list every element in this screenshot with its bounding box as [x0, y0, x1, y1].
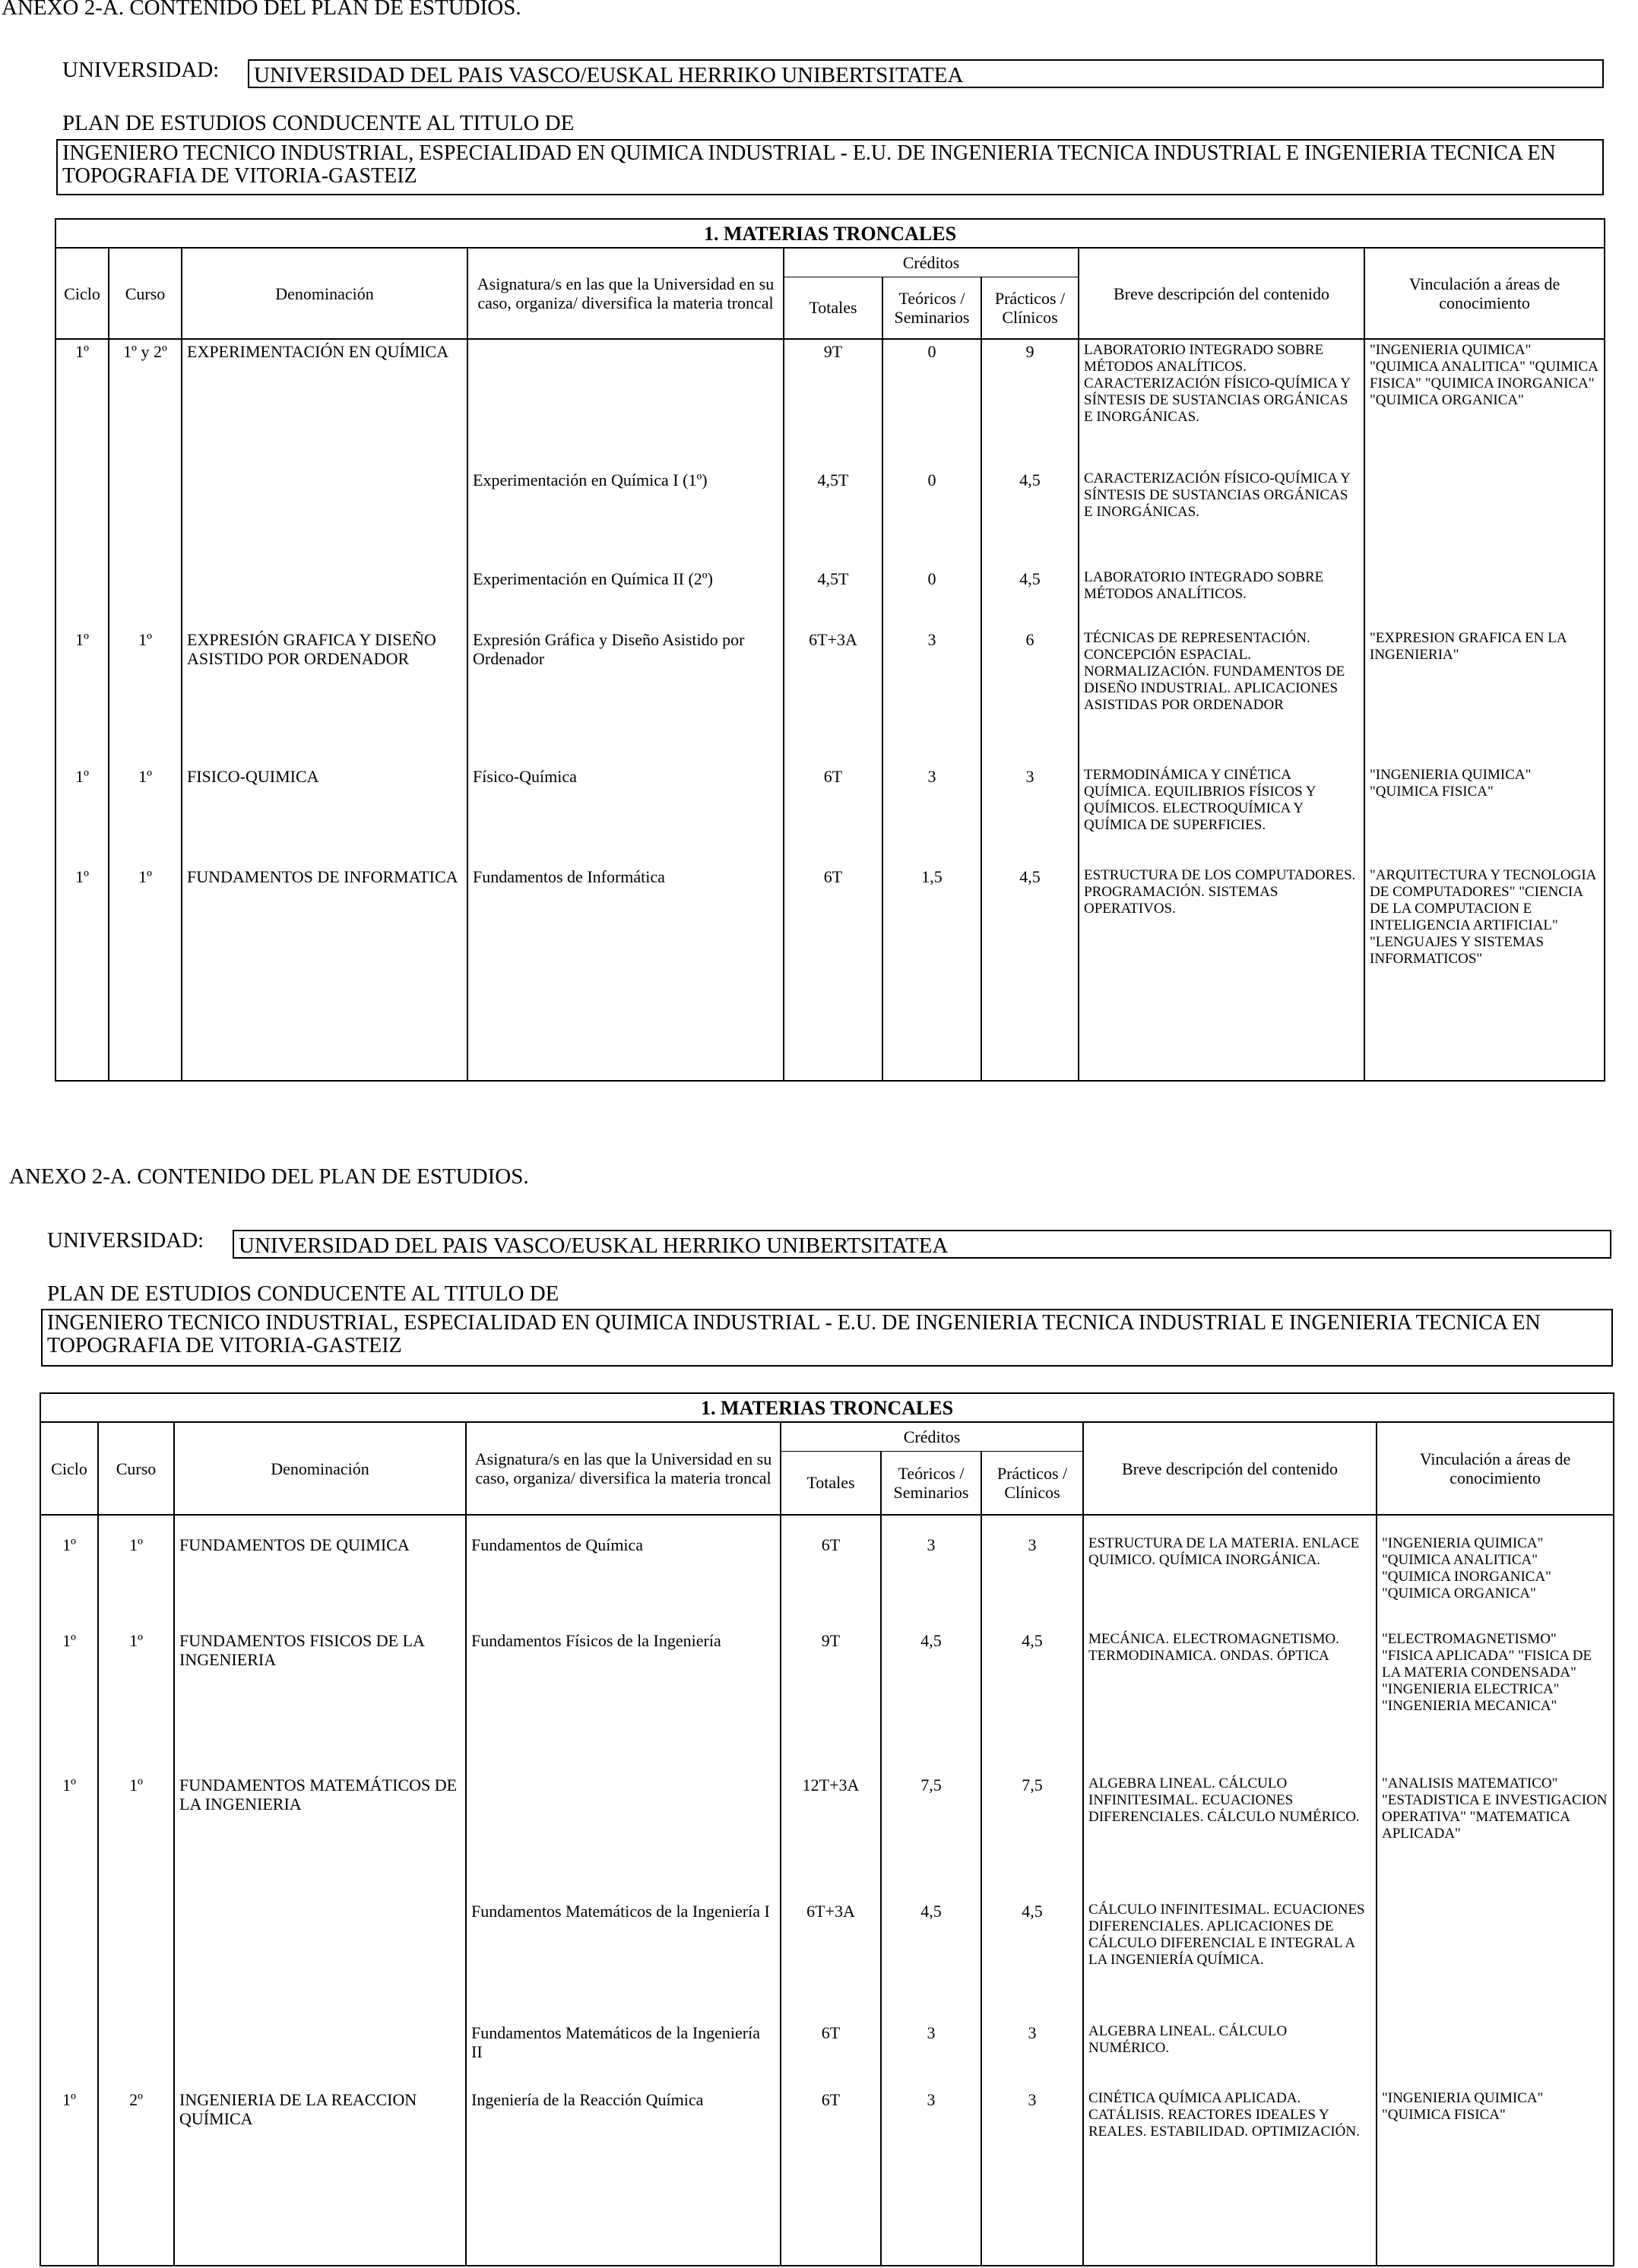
cell-descripcion: ESTRUCTURA DE LOS COMPUTADORES. PROGRAMACIÓN. SISTEMAS OPERATIVOS.: [1079, 865, 1364, 1081]
cell-denominacion: [174, 1899, 466, 2021]
cell-practicos: 4,5: [981, 1629, 1083, 1773]
cell-teoricos: 3: [881, 1515, 981, 1629]
cell-practicos: 3: [981, 2088, 1083, 2266]
cell-asignatura: Fundamentos Físicos de la Ingeniería: [466, 1629, 781, 1773]
cell-curso: 1º: [98, 1773, 174, 1899]
table-row: [55, 468, 1605, 567]
header-creditos: Créditos: [784, 248, 1079, 277]
cell-totales: 6T: [784, 865, 882, 1081]
cell-teoricos: 3: [881, 2088, 981, 2266]
header-denominacion: Denominación: [182, 248, 467, 339]
cell-denominacion: [182, 567, 467, 628]
table-row: [55, 339, 1605, 468]
cell-practicos: 3: [981, 765, 1079, 865]
cell-vinculacion: "ARQUITECTURA Y TECNOLOGIA DE COMPUTADORES" "CIENCIA DE LA COMPUTACION E INTELIGENCIA ARTIFICIAL" "LENGUAJES Y SISTEMAS INFORMATICOS": [1364, 865, 1605, 1081]
cell-ciclo: [40, 1899, 98, 2021]
cell-practicos: 3: [981, 2021, 1083, 2088]
cell-asignatura: Fundamentos de Química: [466, 1515, 781, 1629]
cell-vinculacion: [1377, 2021, 1614, 2088]
header-practicos: Prácticos / Clínicos: [981, 277, 1079, 339]
cell-denominacion: FUNDAMENTOS FISICOS DE LA INGENIERIA: [174, 1629, 466, 1773]
cell-descripcion: ALGEBRA LINEAL. CÁLCULO INFINITESIMAL. ECUACIONES DIFERENCIALES. CÁLCULO NUMÉRICO.: [1083, 1773, 1377, 1899]
university-field: UNIVERSIDAD DEL PAIS VASCO/EUSKAL HERRIKO UNIBERTSITATEA: [233, 1230, 1611, 1259]
plan-title-field: INGENIERO TECNICO INDUSTRIAL, ESPECIALIDAD EN QUIMICA INDUSTRIAL - E.U. DE INGENIERIA TECNICA INDUSTRIAL E INGENIERIA TECNICA EN TOPOGRAFIA DE VITORIA-GASTEIZ: [56, 139, 1604, 195]
cell-totales: 6T: [781, 2021, 881, 2088]
table-title: 1. MATERIAS TRONCALES: [40, 1393, 1614, 1422]
university-label: UNIVERSIDAD:: [47, 1228, 204, 1253]
cell-totales: 6T: [781, 2088, 881, 2266]
table-row: [40, 1629, 1614, 1773]
cell-teoricos: 4,5: [881, 1629, 981, 1773]
cell-teoricos: 0: [882, 339, 981, 468]
cell-practicos: 7,5: [981, 1773, 1083, 1899]
cell-curso: 1º: [98, 1629, 174, 1773]
table-row: [40, 2021, 1614, 2088]
cell-ciclo: 1º: [40, 1773, 98, 1899]
cell-practicos: 4,5: [981, 567, 1079, 628]
cell-denominacion: [174, 2021, 466, 2088]
cell-descripcion: MECÁNICA. ELECTROMAGNETISMO. TERMODINAMICA. ONDAS. ÓPTICA: [1083, 1629, 1377, 1773]
cell-curso: 1º: [98, 1515, 174, 1629]
plan-label: PLAN DE ESTUDIOS CONDUCENTE AL TITULO DE: [47, 1281, 559, 1306]
cell-asignatura: Fundamentos Matemáticos de la Ingeniería II: [466, 2021, 781, 2088]
cell-vinculacion: "EXPRESION GRAFICA EN LA INGENIERIA": [1364, 628, 1605, 765]
cell-totales: 6T+3A: [781, 1899, 881, 2021]
cell-curso: 1º: [109, 765, 182, 865]
cell-descripcion: ESTRUCTURA DE LA MATERIA. ENLACE QUIMICO. QUÍMICA INORGÁNICA.: [1083, 1515, 1377, 1629]
cell-practicos: 6: [981, 628, 1079, 765]
cell-ciclo: 1º: [55, 765, 109, 865]
cell-curso: 1º: [109, 865, 182, 1081]
cell-asignatura: Fundamentos de Informática: [467, 865, 784, 1081]
cell-descripcion: TERMODINÁMICA Y CINÉTICA QUÍMICA. EQUILIBRIOS FÍSICOS Y QUÍMICOS. ELECTROQUÍMICA Y QUÍMICA DE SUPERFICIES.: [1079, 765, 1364, 865]
cell-totales: 9T: [784, 339, 882, 468]
header-teoricos: Teóricos / Seminarios: [881, 1451, 981, 1515]
header-ciclo: Ciclo: [55, 248, 109, 339]
cell-asignatura: [466, 1773, 781, 1899]
cell-vinculacion: "INGENIERIA QUIMICA" "QUIMICA FISICA": [1377, 2088, 1614, 2266]
cell-teoricos: 3: [881, 2021, 981, 2088]
plan-title-field: INGENIERO TECNICO INDUSTRIAL, ESPECIALIDAD EN QUIMICA INDUSTRIAL - E.U. DE INGENIERIA TECNICA INDUSTRIAL E INGENIERIA TECNICA EN TOPOGRAFIA DE VITORIA-GASTEIZ: [41, 1309, 1613, 1367]
cell-descripcion: LABORATORIO INTEGRADO SOBRE MÉTODOS ANALÍTICOS.: [1079, 567, 1364, 628]
university-field: UNIVERSIDAD DEL PAIS VASCO/EUSKAL HERRIKO UNIBERTSITATEA: [248, 59, 1604, 88]
header-creditos: Créditos: [781, 1422, 1083, 1451]
troncales-table: [55, 218, 1605, 1082]
cell-descripcion: LABORATORIO INTEGRADO SOBRE MÉTODOS ANALÍTICOS. CARACTERIZACIÓN FÍSICO-QUÍMICA Y SÍNTESIS DE SUSTANCIAS ORGÁNICAS E INORGÁNICAS.: [1079, 339, 1364, 468]
table-row: [55, 765, 1605, 865]
header-curso: Curso: [109, 248, 182, 339]
annex-heading: ANEXO 2-A. CONTENIDO DEL PLAN DE ESTUDIOS.: [2, 0, 521, 20]
cell-ciclo: 1º: [40, 2088, 98, 2266]
cell-denominacion: FUNDAMENTOS DE QUIMICA: [174, 1515, 466, 1629]
cell-asignatura: Ingeniería de la Reacción Química: [466, 2088, 781, 2266]
header-curso: Curso: [98, 1422, 174, 1515]
cell-denominacion: EXPRESIÓN GRAFICA Y DISEÑO ASISTIDO POR ORDENADOR: [182, 628, 467, 765]
header-ciclo: Ciclo: [40, 1422, 98, 1515]
cell-curso: 1º: [109, 628, 182, 765]
cell-curso: [109, 468, 182, 567]
cell-practicos: 4,5: [981, 1899, 1083, 2021]
cell-totales: 12T+3A: [781, 1773, 881, 1899]
university-label: UNIVERSIDAD:: [62, 58, 220, 82]
cell-denominacion: [182, 468, 467, 567]
header-vinculacion: Vinculación a áreas de conocimiento: [1377, 1422, 1614, 1515]
cell-totales: 6T: [784, 765, 882, 865]
cell-curso: 1º y 2º: [109, 339, 182, 468]
cell-teoricos: 0: [882, 567, 981, 628]
header-teoricos: Teóricos / Seminarios: [882, 277, 981, 339]
cell-vinculacion: "INGENIERIA QUIMICA" "QUIMICA ANALITICA" "QUIMICA FISICA" "QUIMICA INORGANICA" "QUIMICA ORGANICA": [1364, 339, 1605, 468]
cell-ciclo: [40, 2021, 98, 2088]
table-row: [55, 567, 1605, 628]
table-row: [40, 1515, 1614, 1629]
header-asignatura: Asignatura/s en las que la Universidad en su caso, organiza/ diversifica la materia troncal: [466, 1422, 781, 1515]
cell-teoricos: 4,5: [881, 1899, 981, 2021]
cell-ciclo: 1º: [40, 1629, 98, 1773]
table-title: 1. MATERIAS TRONCALES: [55, 219, 1605, 248]
cell-vinculacion: "ELECTROMAGNETISMO" "FISICA APLICADA" "FISICA DE LA MATERIA CONDENSADA" "INGENIERIA ELECTRICA" "INGENIERIA MECANICA": [1377, 1629, 1614, 1773]
cell-vinculacion: "INGENIERIA QUIMICA" "QUIMICA ANALITICA" "QUIMICA INORGANICA" "QUIMICA ORGANICA": [1377, 1515, 1614, 1629]
cell-teoricos: 7,5: [881, 1773, 981, 1899]
cell-asignatura: Físico-Química: [467, 765, 784, 865]
cell-descripcion: CÁLCULO INFINITESIMAL. ECUACIONES DIFERENCIALES. APLICACIONES DE CÁLCULO DIFERENCIAL E INTEGRAL A LA INGENIERÍA QUÍMICA.: [1083, 1899, 1377, 2021]
cell-curso: 2º: [98, 2088, 174, 2266]
cell-asignatura: Expresión Gráfica y Diseño Asistido por Ordenador: [467, 628, 784, 765]
cell-denominacion: FUNDAMENTOS MATEMÁTICOS DE LA INGENIERIA: [174, 1773, 466, 1899]
cell-denominacion: FUNDAMENTOS DE INFORMATICA: [182, 865, 467, 1081]
header-asignatura: Asignatura/s en las que la Universidad en su caso, organiza/ diversifica la materia troncal: [467, 248, 784, 339]
header-totales: Totales: [781, 1451, 881, 1515]
cell-ciclo: 1º: [55, 865, 109, 1081]
header-denominacion: Denominación: [174, 1422, 466, 1515]
table-row: [40, 2088, 1614, 2266]
cell-denominacion: INGENIERIA DE LA REACCION QUÍMICA: [174, 2088, 466, 2266]
cell-asignatura: Experimentación en Química I (1º): [467, 468, 784, 567]
cell-asignatura: [467, 339, 784, 468]
table-row: [40, 1773, 1614, 1899]
header-descripcion: Breve descripción del contenido: [1083, 1422, 1377, 1515]
cell-totales: 6T+3A: [784, 628, 882, 765]
cell-totales: 4,5T: [784, 468, 882, 567]
cell-denominacion: EXPERIMENTACIÓN EN QUÍMICA: [182, 339, 467, 468]
cell-teoricos: 3: [882, 628, 981, 765]
cell-ciclo: [55, 468, 109, 567]
cell-descripcion: TÉCNICAS DE REPRESENTACIÓN. CONCEPCIÓN ESPACIAL. NORMALIZACIÓN. FUNDAMENTOS DE DISEÑO INDUSTRIAL. APLICACIONES ASISTIDAS POR ORDENADOR: [1079, 628, 1364, 765]
cell-ciclo: 1º: [55, 339, 109, 468]
table-row: [55, 865, 1605, 1081]
cell-curso: [98, 1899, 174, 2021]
cell-vinculacion: [1364, 468, 1605, 567]
cell-ciclo: 1º: [55, 628, 109, 765]
cell-denominacion: FISICO-QUIMICA: [182, 765, 467, 865]
cell-practicos: 4,5: [981, 468, 1079, 567]
cell-teoricos: 1,5: [882, 865, 981, 1081]
plan-label: PLAN DE ESTUDIOS CONDUCENTE AL TITULO DE: [62, 111, 575, 135]
cell-descripcion: CARACTERIZACIÓN FÍSICO-QUÍMICA Y SÍNTESIS DE SUSTANCIAS ORGÁNICAS E INORGÁNICAS.: [1079, 468, 1364, 567]
cell-vinculacion: "ANALISIS MATEMATICO" "ESTADISTICA E INVESTIGACION OPERATIVA" "MATEMATICA APLICADA": [1377, 1773, 1614, 1899]
cell-practicos: 9: [981, 339, 1079, 468]
cell-teoricos: 3: [882, 765, 981, 865]
cell-ciclo: [55, 567, 109, 628]
header-totales: Totales: [784, 277, 882, 339]
cell-totales: 9T: [781, 1629, 881, 1773]
table-row: [55, 628, 1605, 765]
cell-vinculacion: [1364, 567, 1605, 628]
header-practicos: Prácticos / Clínicos: [981, 1451, 1083, 1515]
troncales-table: [40, 1392, 1614, 2266]
header-vinculacion: Vinculación a áreas de conocimiento: [1364, 248, 1605, 339]
cell-practicos: 4,5: [981, 865, 1079, 1081]
annex-heading: ANEXO 2-A. CONTENIDO DEL PLAN DE ESTUDIOS.: [9, 1164, 529, 1189]
cell-ciclo: 1º: [40, 1515, 98, 1629]
header-descripcion: Breve descripción del contenido: [1079, 248, 1364, 339]
cell-asignatura: Fundamentos Matemáticos de la Ingeniería I: [466, 1899, 781, 2021]
cell-vinculacion: "INGENIERIA QUIMICA" "QUIMICA FISICA": [1364, 765, 1605, 865]
cell-totales: 6T: [781, 1515, 881, 1629]
cell-curso: [98, 2021, 174, 2088]
cell-descripcion: CINÉTICA QUÍMICA APLICADA. CATÁLISIS. REACTORES IDEALES Y REALES. ESTABILIDAD. OPTIMIZACIÓN.: [1083, 2088, 1377, 2266]
cell-curso: [109, 567, 182, 628]
cell-asignatura: Experimentación en Química II (2º): [467, 567, 784, 628]
table-row: [40, 1899, 1614, 2021]
cell-descripcion: ALGEBRA LINEAL. CÁLCULO NUMÉRICO.: [1083, 2021, 1377, 2088]
cell-totales: 4,5T: [784, 567, 882, 628]
cell-practicos: 3: [981, 1515, 1083, 1629]
cell-teoricos: 0: [882, 468, 981, 567]
cell-vinculacion: [1377, 1899, 1614, 2021]
